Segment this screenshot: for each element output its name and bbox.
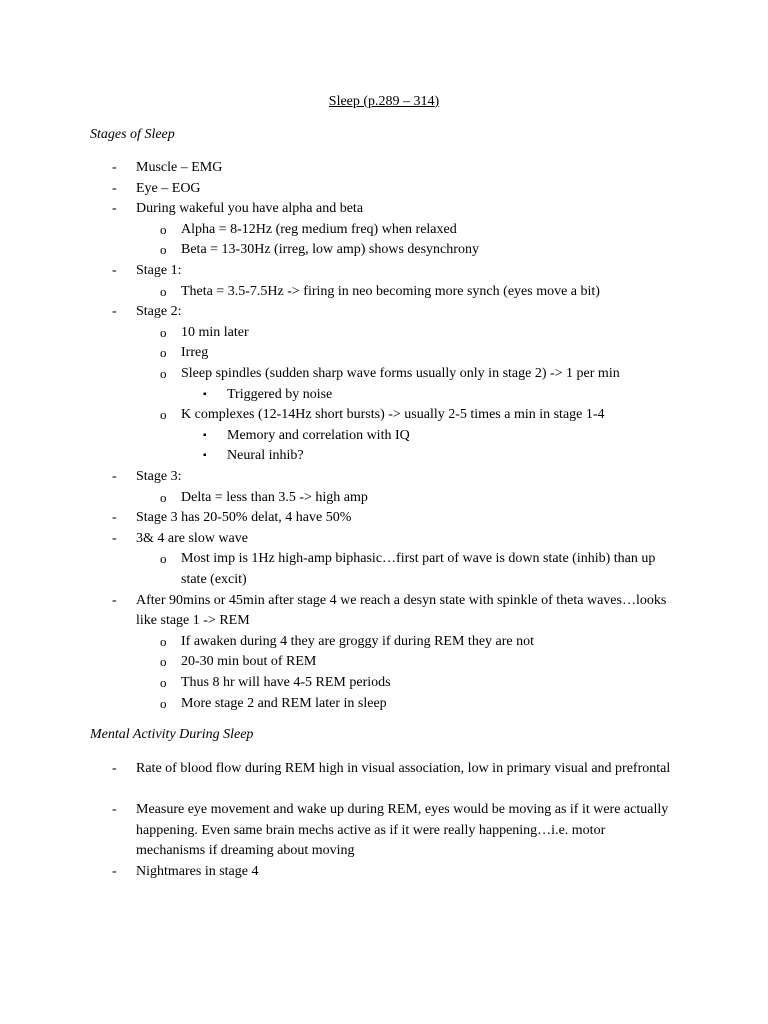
circle-bullet-icon: o [160,551,167,567]
dash-bullet: - [112,864,117,879]
list-item-text: Most imp is 1Hz high-amp biphasic…first part of wave is down state (inhib) than up state (excit) [181,551,656,587]
list-item-text: Sleep spindles (sudden sharp wave forms usually only in stage 2) -> 1 per min [181,366,620,381]
list-item-text: If awaken during 4 they are groggy if during REM they are not [181,633,535,649]
square-bullet-icon: ▪ [203,429,207,441]
list-item-text: Measure eye movement and wake up during REM, eyes would be moving as if it were actually happening. Even same brain mechs active as if it were really happening…i.e. motor mechanisms if dreaming about moving [136,802,669,859]
list-item-text: Memory and correlation with IQ [227,427,410,443]
list-item-text: Stage 3: [136,469,182,484]
circle-bullet-icon: o [160,345,167,361]
page-title: Sleep (p.289 – 314) [328,94,440,109]
circle-bullet-icon: o [160,489,167,505]
list-item-text: Thus 8 hr will have 4-5 REM periods [181,675,391,690]
list-item-text: Irreg [181,345,209,361]
dash-bullet: - [112,510,117,526]
list-item-text: 3& 4 are slow wave [136,530,248,546]
list-item-text: Alpha = 8-12Hz (reg medium freq) when relaxed [181,221,457,237]
dash-bullet: - [112,802,117,818]
circle-bullet-icon: o [160,221,167,237]
square-bullet-icon: ▪ [203,450,207,462]
dash-bullet: - [112,761,117,776]
dash-bullet: - [112,469,117,484]
square-bullet-icon: ▪ [203,388,207,400]
dash-bullet: - [112,201,117,217]
circle-bullet-icon: o [160,654,167,670]
list-item-text: 20-30 min bout of REM [181,654,317,670]
list-item-text: After 90mins or 45min after stage 4 we reach a desyn state with spinkle of theta waves…looks like stage 1 -> REM [136,592,667,629]
circle-bullet-icon: o [160,283,167,299]
circle-bullet-icon: o [160,242,167,258]
list-item-text: 10 min later [181,324,249,340]
list-item-text: Neural inhib? [227,448,304,464]
section-heading: Stages of Sleep [90,127,175,142]
circle-bullet-icon: o [160,324,167,340]
list-item-text: Delta = less than 3.5 -> high amp [181,489,368,505]
circle-bullet-icon: o [160,675,167,690]
list-item-text: K complexes (12-14Hz short bursts) -> usually 2-5 times a min in stage 1-4 [181,407,605,423]
list-item-text: Stage 3 has 20-50% delat, 4 have 50% [136,510,352,526]
list-item-text: Nightmares in stage 4 [136,864,259,879]
dash-bullet: - [112,160,117,175]
circle-bullet-icon: o [160,695,167,711]
list-item-text: Stage 2: [136,304,182,320]
list-item-text: Eye – EOG [136,180,201,196]
list-item-text: Rate of blood flow during REM high in visual association, low in primary visual and prefrontal [136,761,671,776]
list-item-text: More stage 2 and REM later in sleep [181,695,387,711]
dash-bullet: - [112,592,117,608]
list-item-text: During wakeful you have alpha and beta [136,201,364,217]
circle-bullet-icon: o [160,366,167,381]
dash-bullet: - [112,304,117,320]
list-item-text: Muscle – EMG [136,160,223,175]
dash-bullet: - [112,263,117,278]
circle-bullet-icon: o [160,633,167,649]
list-item-text: Beta = 13-30Hz (irreg, low amp) shows desynchrony [181,242,479,258]
circle-bullet-icon: o [160,407,167,423]
list-item-text: Theta = 3.5-7.5Hz -> firing in neo becoming more synch (eyes move a bit) [181,283,600,299]
dash-bullet: - [112,530,117,546]
list-item-text: Triggered by noise [227,386,333,402]
list-item-text: Stage 1: [136,263,182,278]
section-heading: Mental Activity During Sleep [90,727,254,742]
dash-bullet: - [112,180,117,196]
